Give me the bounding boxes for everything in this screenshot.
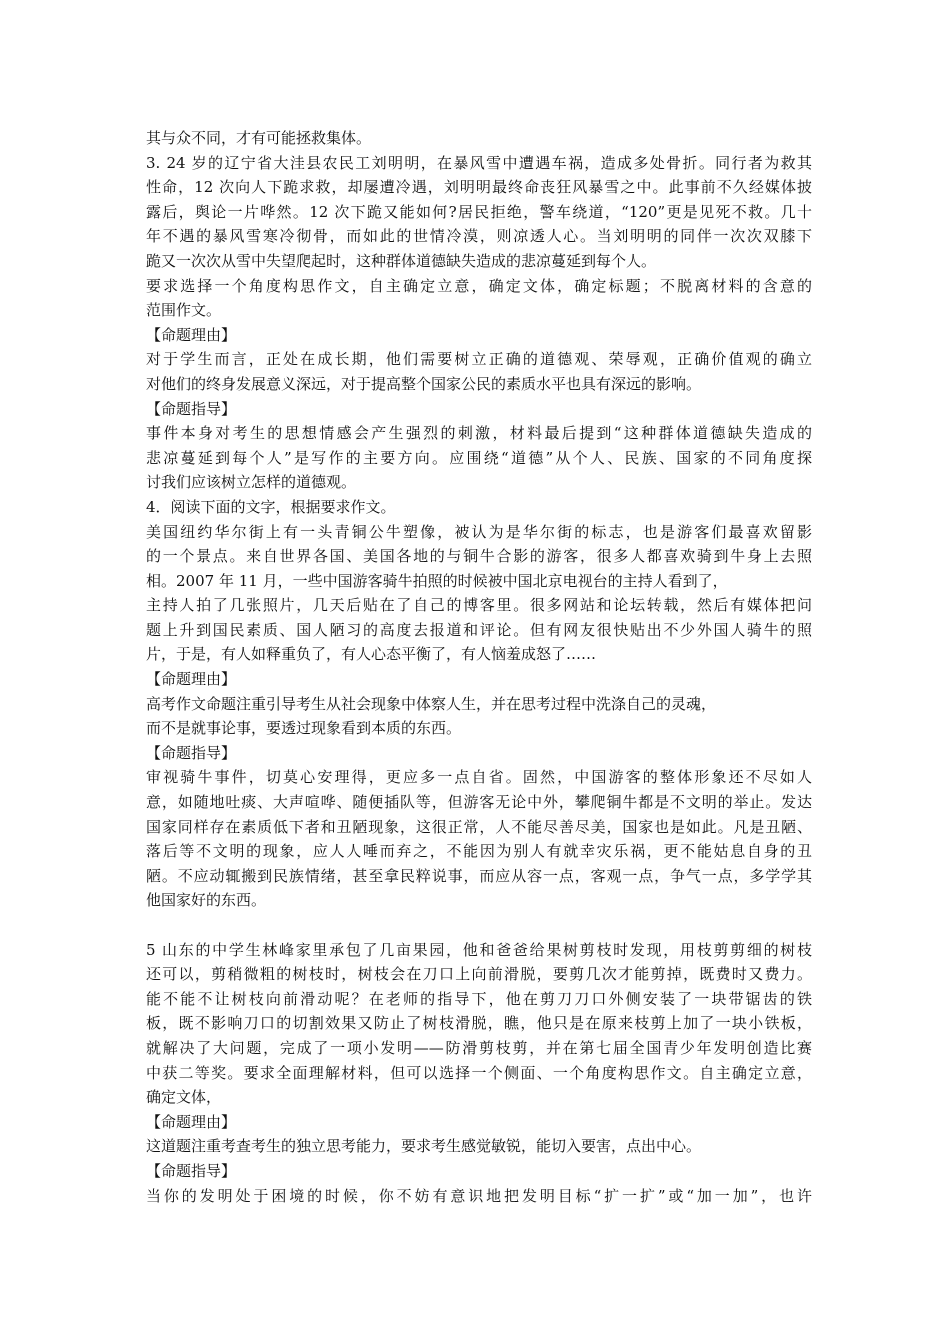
text-line: 对他们的终身发展意义深远，对于提高整个国家公民的素质水平也具有深远的影响。: [146, 374, 702, 393]
text-line: 对于学生而言，正处在成长期，他们需要树立正确的道德观、荣辱观，正确价值观的确立: [146, 350, 812, 369]
text-line: 性命，12 次向人下跪求救，却屡遭冷遇，刘明明最终命丧狂风暴雪之中。此事前不久经媒体披: [146, 178, 812, 197]
text-line: 4．阅读下面的文字，根据要求作文。: [146, 497, 396, 516]
text-line: 国家同样存在素质低下者和丑陋现象，这很正常，人不能尽善尽美，国家也是如此。凡是丑陋、: [146, 817, 812, 836]
text-line: 能不能不让树枝向前滑动呢？在老师的指导下，他在剪刀刀口外侧安装了一块带锯齿的铁: [146, 989, 812, 1008]
text-line: 就解决了大问题，完成了一项小发明——防滑剪枝剪，并在第七届全国青少年发明创造比赛: [146, 1038, 812, 1057]
document-page: [146, 126, 812, 1208]
text-line: 审视骑牛事件，切莫心安理得，更应多一点自省。固然，中国游客的整体形象还不尽如人: [146, 768, 812, 787]
text-line: 【命题理由】: [146, 1112, 237, 1131]
text-line: 讨我们应该树立怎样的道德观。: [146, 473, 357, 492]
text-line: 而不是就事论事，要透过现象看到本质的东西。: [146, 719, 462, 738]
text-line: 3. 24 岁的辽宁省大洼县农民工刘明明，在暴风雪中遭遇车祸，造成多处骨折。同行者为救其: [146, 153, 812, 172]
text-line: 【命题理由】: [146, 325, 237, 344]
text-line: 事件本身对考生的思想情感会产生强烈的刺激，材料最后提到“这种群体道德缺失造成的: [146, 424, 812, 443]
text-line: 【命题指导】: [146, 1161, 237, 1180]
text-line: 悲凉蔓延到每个人”是写作的主要方向。应围绕“道德”从个人、民族、国家的不同角度探: [146, 448, 812, 467]
text-line: 题上升到国民素质、国人陋习的高度去报道和评论。但有网友很快贴出不少外国人骑牛的照: [146, 620, 812, 639]
text-line: 确定文体，: [146, 1088, 222, 1107]
text-line: 【命题指导】: [146, 399, 237, 418]
text-line: 跪又一次次从雪中失望爬起时，这种群体道德缺失造成的悲凉蔓延到每个人。: [146, 251, 657, 270]
text-line: 落后等不文明的现象，应人人唾而弃之，不能因为别人有就幸灾乐祸，更不能姑息自身的丑: [146, 842, 812, 861]
text-line: 意，如随地吐痰、大声喧哗、随便插队等，但游客无论中外，攀爬铜牛都是不文明的举止。发达: [146, 793, 812, 812]
text-line: 美国纽约华尔街上有一头青铜公牛塑像，被认为是华尔街的标志，也是游客们最喜欢留影: [146, 522, 812, 541]
text-line: 他国家好的东西。: [146, 891, 267, 910]
text-line: 的一个景点。来自世界各国、美国各地的与铜牛合影的游客，很多人都喜欢骑到牛身上去照: [146, 547, 812, 566]
text-line: 年不遇的暴风雪寒冷彻骨，而如此的世情冷漠，则凉透人心。当刘明明的同伴一次次双膝下: [146, 227, 812, 246]
text-line: 当你的发明处于困境的时候，你不妨有意识地把发明目标“扩一扩”或“加一加”，也许: [146, 1186, 812, 1205]
text-line: 板，既不影响刀口的切割效果又防止了树枝滑脱，瞧，他只是在原来枝剪上加了一块小铁板，: [146, 1014, 812, 1033]
text-line: 范围作文。: [146, 301, 222, 320]
text-line: 露后，舆论一片哗然。12 次下跪又能如何?居民拒绝，警车绕道，“120”更是见死不救。几十: [146, 202, 812, 221]
text-line: 【命题指导】: [146, 743, 237, 762]
text-line: 片，于是，有人如释重负了，有人心态平衡了，有人恼羞成怒了……: [146, 645, 597, 664]
text-line: 其与众不同，才有可能拯救集体。: [146, 129, 372, 147]
text-line: 还可以，剪稍微粗的树枝时，树枝会在刀口上向前滑脱，要剪几次才能剪掉，既费时又费力。: [146, 965, 812, 984]
text-line: 中获二等奖。要求全面理解材料，但可以选择一个侧面、一个角度构思作文。自主确定立意，: [146, 1063, 812, 1082]
text-line: 陋。不应动辄搬到民族情绪，甚至拿民粹说事，而应从容一点，客观一点，争气一点，多学学其: [146, 866, 812, 885]
text-line: 相。2007 年 11 月，一些中国游客骑牛拍照的时候被中国北京电视台的主持人看到了，: [146, 571, 728, 590]
text-line: 5 山东的中学生林峰家里承包了几亩果园，他和爸爸给果树剪枝时发现，用枝剪剪细的树枝: [146, 940, 812, 959]
paragraph-gap: [146, 913, 812, 938]
text-line: 要求选择一个角度构思作文，自主确定立意，确定文体，确定标题；不脱离材料的含意的: [146, 276, 812, 295]
text-line: 高考作文命题注重引导考生从社会现象中体察人生，并在思考过程中洗涤自己的灵魂，: [146, 694, 717, 713]
text-line: 主持人拍了几张照片，几天后贴在了自己的博客里。很多网站和论坛转载，然后有媒体把问: [146, 596, 812, 615]
text-line: 【命题理由】: [146, 670, 237, 689]
text-line: 这道题注重考查考生的独立思考能力，要求考生感觉敏锐，能切入要害，点出中心。: [146, 1137, 702, 1156]
